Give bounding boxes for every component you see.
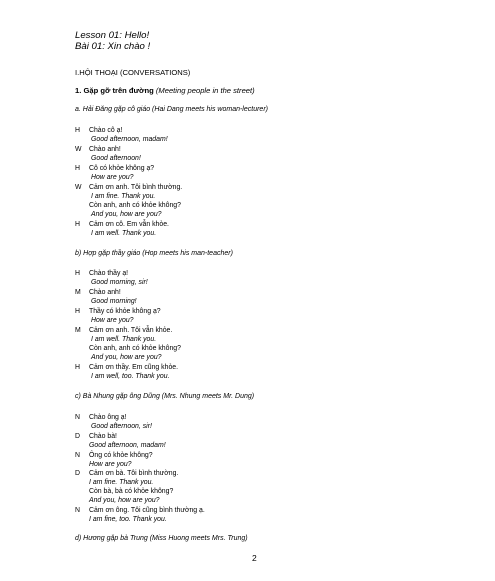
english-line: I am fine. Thank you. (89, 479, 154, 486)
dialogue-d-title: d) Hương gặp bà Trung (Miss Huong meets Mrs. Trung) (75, 535, 248, 542)
english-line: How are you? (91, 174, 134, 181)
vietnamese-line: Còn anh, anh có khỏe không? (89, 345, 181, 352)
english-line: I am well. Thank you. (91, 336, 157, 343)
english-line: I am fine. Thank you. (91, 193, 156, 200)
vietnamese-line: Chào anh! (89, 289, 121, 296)
section-heading: I.HỘI THOẠI (CONVERSATIONS) (75, 68, 191, 77)
vietnamese-line: Cảm ơn thầy. Em cũng khỏe. (89, 364, 179, 371)
vietnamese-line: Chào ông ạ! (89, 414, 127, 421)
english-line: And you, how are you? (91, 211, 162, 218)
english-line: Good morning! (91, 298, 137, 305)
vietnamese-line: Cảm ơn cô. Em vẫn khỏe. (89, 221, 169, 228)
subsection-heading-vn: 1. Gặp gỡ trên đường (75, 86, 154, 95)
vietnamese-line: Cảm ơn anh. Tôi vẫn khỏe. (89, 327, 173, 334)
speaker-label: H (75, 270, 80, 277)
vietnamese-line: Thầy có khỏe không ạ? (89, 308, 161, 315)
english-line: I am well. Thank you. (91, 230, 157, 237)
speaker-label: W (75, 184, 82, 191)
vietnamese-line: Chào bà! (89, 433, 117, 440)
speaker-label: N (75, 452, 80, 459)
english-line: Good afternoon! (91, 155, 141, 162)
vietnamese-line: Chào anh! (89, 146, 121, 153)
english-line: I am well, too. Thank you. (91, 373, 170, 380)
page-number: 2 (252, 553, 257, 563)
subsection-heading (75, 86, 255, 95)
dialogue-b-title: b) Hợp gặp thầy giáo (Hop meets his man-teacher) (75, 250, 233, 257)
vietnamese-line: Cảm ơn anh. Tôi bình thường. (89, 184, 183, 191)
speaker-label: M (75, 327, 81, 334)
dialogue-a-title: a. Hải Đăng gặp cô giáo (Hai Dang meets his woman-lecturer) (75, 106, 268, 113)
speaker-label: N (75, 414, 80, 421)
speaker-label: H (75, 221, 80, 228)
vietnamese-line: Cảm ơn ông. Tôi cũng bình thường ạ. (89, 507, 205, 514)
english-line: Good afternoon, madam! (91, 136, 168, 143)
speaker-label: N (75, 507, 80, 514)
english-line: Good afternoon, madam! (89, 442, 166, 449)
english-line: How are you? (89, 461, 132, 468)
speaker-label: D (75, 433, 80, 440)
english-line: Good afternoon, sir! (91, 423, 152, 430)
vietnamese-line: Chào cô ạ! (89, 127, 123, 134)
english-line: I am fine, too. Thank you. (89, 516, 167, 523)
speaker-label: M (75, 289, 81, 296)
speaker-label: H (75, 165, 80, 172)
speaker-label: H (75, 364, 80, 371)
lesson-title-en: Lesson 01: Hello! (75, 30, 150, 41)
english-line: And you, how are you? (89, 497, 160, 504)
english-line: Good morning, sir! (91, 279, 148, 286)
subsection-heading-en: (Meeting people in the street) (155, 86, 255, 95)
dialogue-c-title: c) Bà Nhung gặp ông Dũng (Mrs. Nhung meets Mr. Dung) (75, 393, 255, 400)
vietnamese-line: Còn anh, anh có khỏe không? (89, 202, 181, 209)
vietnamese-line: Chào thầy ạ! (89, 270, 129, 277)
speaker-label: D (75, 470, 80, 477)
english-line: How are you? (91, 317, 134, 324)
speaker-label: H (75, 308, 80, 315)
speaker-label: H (75, 127, 80, 134)
speaker-label: W (75, 146, 82, 153)
vietnamese-line: Còn bà, bà có khỏe không? (89, 488, 174, 495)
english-line: And you, how are you? (91, 354, 162, 361)
vietnamese-line: Ông có khỏe không? (89, 452, 153, 459)
vietnamese-line: Cô có khỏe không ạ? (89, 165, 155, 172)
vietnamese-line: Cảm ơn bà. Tôi bình thường. (89, 470, 179, 477)
lesson-title-vn: Bài 01: Xin chào ! (75, 41, 151, 52)
